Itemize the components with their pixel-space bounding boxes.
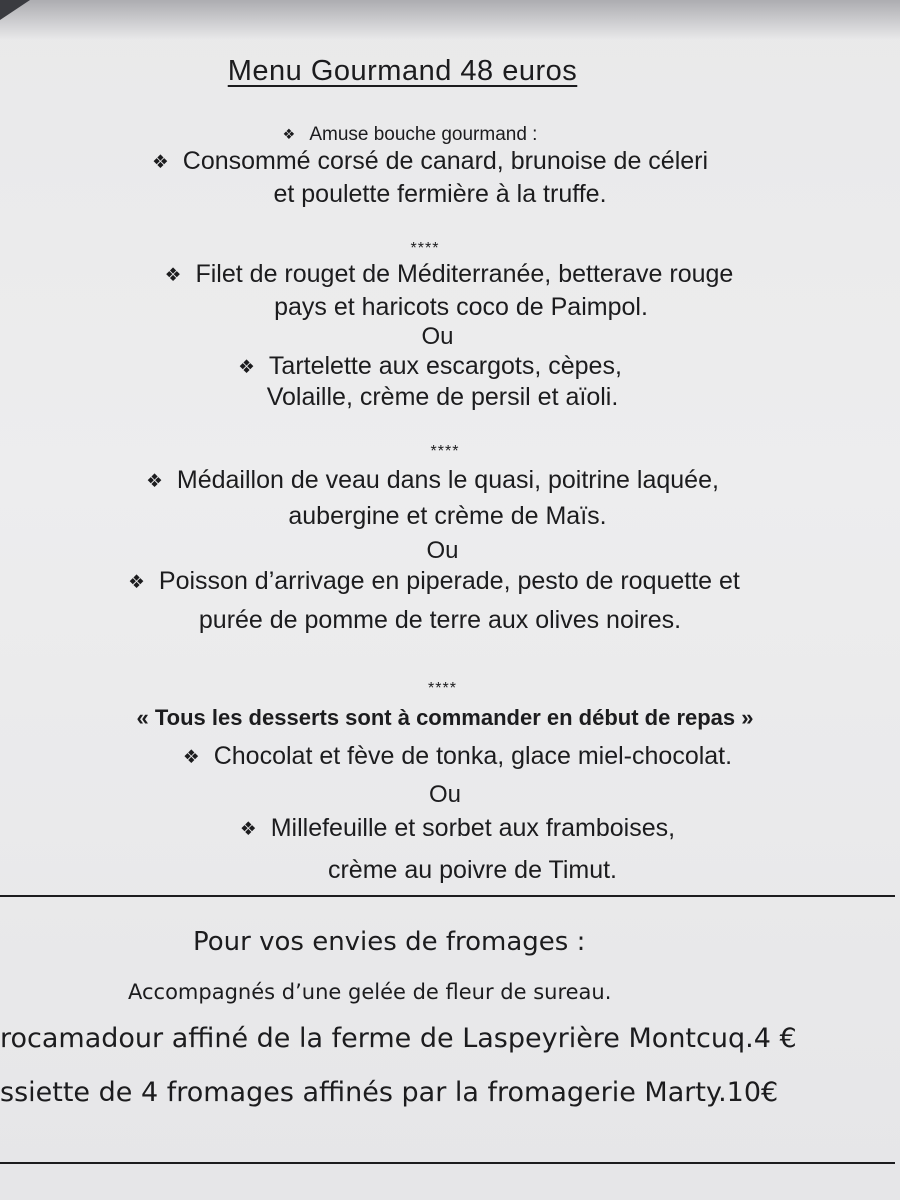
main-1-line-1: ❖ Médaillon de veau dans le quasi, poitrine laquée, [146,466,719,494]
dessert-1-line-1: ❖ Chocolat et fève de tonka, glace miel-chocolat. [182,742,733,770]
bullet-icon: ❖ [151,151,169,173]
cheese-heading: Pour vos envies de fromages : [193,927,586,957]
bullet-icon: ❖ [182,746,200,768]
or-label: Ou [421,323,454,350]
starter-2-line-1: ❖ Tartelette aux escargots, cèpes, [238,352,622,380]
cheese-item: ssiette de 4 fromages affinés par la fromagerie Marty.10€ [0,1077,779,1108]
starter-1-line-1: ❖ Filet de rouget de Méditerranée, betterave rouge [164,260,734,288]
dessert-2-line-1: ❖ Millefeuille et sorbet aux framboises, [239,814,676,842]
page-top-shadow [0,0,900,40]
cheese-subheading: Accompagnés d’une gelée de fleur de sureau. [128,980,612,1004]
separator: **** [428,680,457,697]
or-label: Ou [428,781,461,808]
separator: **** [410,240,440,257]
amuse-line-1: ❖ Consommé corsé de canard, brunoise de céleri [151,147,709,175]
amuse-heading: ❖ Amuse bouche gourmand : [282,124,538,145]
main-1-line-2: aubergine et crème de Maïs. [288,502,607,530]
amuse-line-2: et poulette fermière à la truffe. [273,180,607,208]
dessert-2-line-2: crème au poivre de Timut. [327,856,617,884]
bullet-icon: ❖ [238,356,255,378]
bullet-icon: ❖ [146,470,163,492]
separator: **** [430,443,460,460]
menu-title: Menu Gourmand 48 euros [227,55,578,87]
bullet-icon: ❖ [239,818,257,840]
main-2-line-2: purée de pomme de terre aux olives noires. [198,606,682,634]
bullet-icon: ❖ [128,571,145,593]
or-label: Ou [426,537,459,564]
bullet-icon: ❖ [164,264,182,286]
cheese-section [0,895,895,1164]
dessert-note: « Tous les desserts sont à commander en début de repas » [136,705,754,730]
starter-1-line-2: pays et haricots coco de Paimpol. [274,293,648,321]
bullet-icon: ❖ [282,127,296,144]
cheese-item: rocamadour affiné de la ferme de Laspeyrière Montcuq.4 € [0,1023,797,1054]
main-2-line-1: ❖ Poisson d’arrivage en piperade, pesto de roquette et [128,567,740,595]
starter-2-line-2: Volaille, crème de persil et aïoli. [266,383,619,411]
